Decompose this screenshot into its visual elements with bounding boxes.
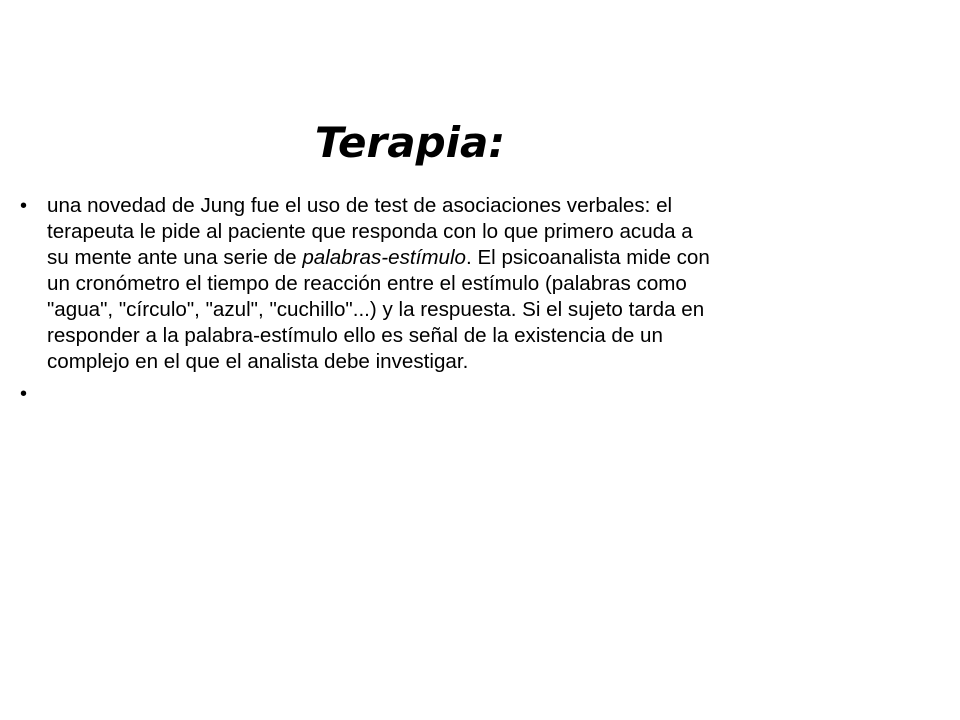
bullet-item <box>20 193 720 375</box>
empty-bullet-item <box>20 381 720 425</box>
bullet-icon: • <box>20 383 28 405</box>
bullet-text-emphasis: palabras-estímulo <box>302 246 466 269</box>
slide-title: Terapia: <box>314 118 506 167</box>
bullet-text-part-2: . El psicoanalista mide con un cronómetro el tiempo de reacción entre el estímulo (palabras como "agua", "círculo", "azul", "cuchillo"...) y la respuesta. Si el sujeto tarda en responder a la palabra-estímulo ello es señal de la existencia de un complejo en el que el analista debe investigar. <box>47 246 710 373</box>
bullet-text <box>47 193 720 375</box>
bullet-text-part-1: una novedad de Jung fue el uso de test de asociaciones verbales: el terapeuta le pide al paciente que responda con lo que primero acuda a su mente ante una serie de <box>47 194 693 269</box>
bullet-icon: • <box>20 195 28 217</box>
bullet-list <box>20 193 720 425</box>
